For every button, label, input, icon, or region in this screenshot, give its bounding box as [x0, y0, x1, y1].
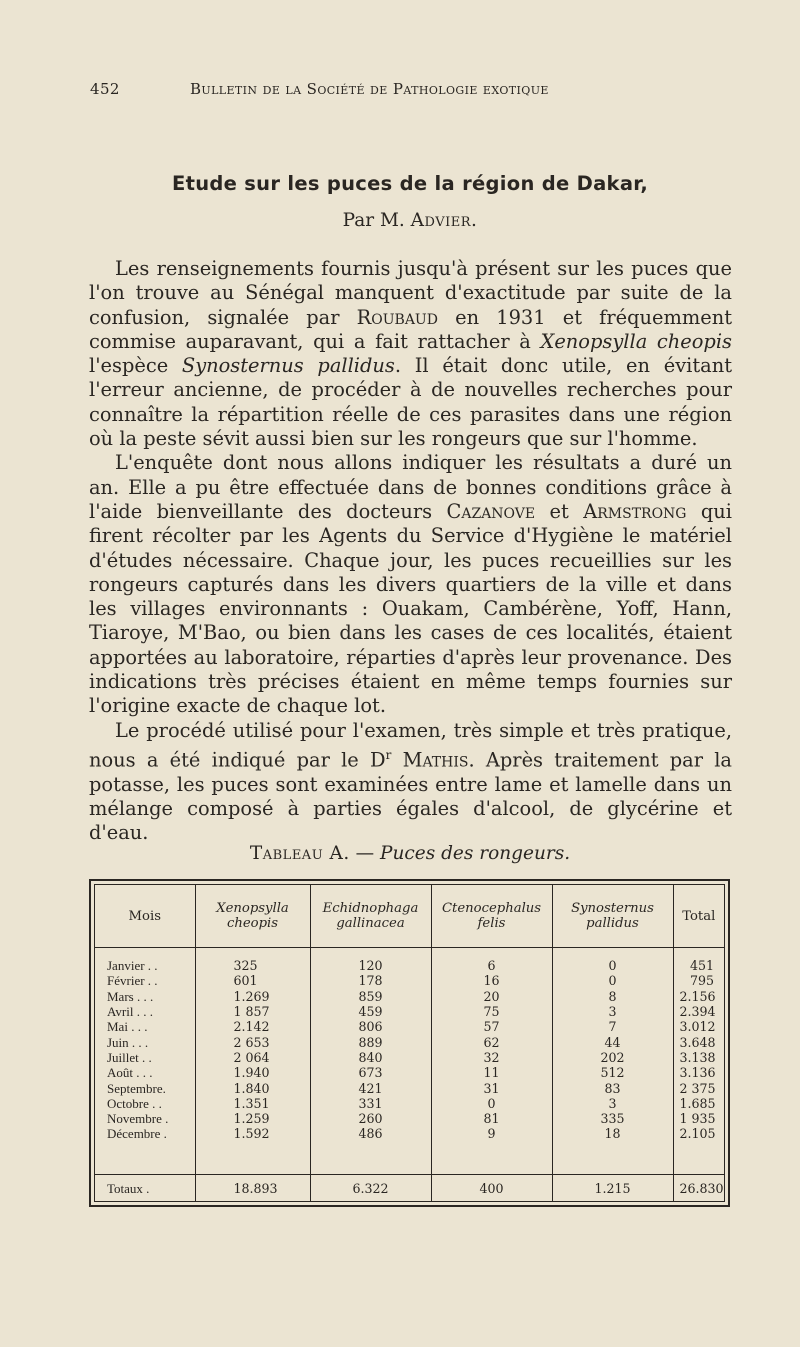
- cell-ctenocephalus: 11: [431, 1065, 552, 1080]
- cell-xenopsylla: 18.893: [195, 1175, 310, 1202]
- table-row: [95, 1080, 724, 1095]
- cell-total: 2.156: [679, 988, 716, 1004]
- header-echidnophaga-genus: Echidnophaga: [322, 901, 419, 916]
- cell-synosternus: 0: [552, 958, 673, 973]
- journal-title: Bulletin de la Société de Pathologie exotique: [190, 80, 549, 98]
- cell-ctenocephalus: 62: [431, 1034, 552, 1049]
- header-ctenocephalus-genus: Ctenocephalus: [441, 901, 542, 916]
- header-synosternus-species: pallidus: [586, 916, 639, 931]
- text-run: [391, 748, 402, 771]
- cell-echidnophaga: 840: [310, 1050, 431, 1065]
- cell-ctenocephalus: 400: [431, 1175, 552, 1202]
- header-xenopsylla: [195, 885, 310, 948]
- cell-total: 2.394: [679, 1004, 716, 1020]
- author-name: Advier.: [410, 210, 478, 231]
- fill-cell: [552, 1142, 673, 1175]
- cell-echidnophaga: 486: [310, 1126, 431, 1141]
- cell-total: 3.136: [679, 1065, 716, 1081]
- species-name: Xenopsylla cheopis: [540, 329, 732, 353]
- byline-prefix: Par M.: [342, 210, 405, 231]
- cell-month: Avril . . .: [95, 1004, 195, 1019]
- person-name: Roubaud: [356, 305, 438, 329]
- cell-total: 795: [689, 973, 714, 989]
- cell-month: Juin . . .: [95, 1034, 195, 1049]
- header-ctenocephalus: [431, 885, 552, 948]
- cell-synosternus: 83: [552, 1080, 673, 1095]
- cell-total: 3.012: [679, 1019, 716, 1035]
- cell-ctenocephalus: 20: [431, 989, 552, 1004]
- cell-xenopsylla: 1.259: [195, 1111, 310, 1126]
- cell-synosternus: 202: [552, 1050, 673, 1065]
- table-caption: [90, 843, 730, 864]
- cell-echidnophaga: 673: [310, 1065, 431, 1080]
- table-row: [95, 973, 724, 988]
- header-ctenocephalus-species: felis: [477, 916, 506, 931]
- cell-xenopsylla: 2 653: [195, 1034, 310, 1049]
- cell-month: Novembre .: [95, 1111, 195, 1126]
- cell-synosternus: 0: [552, 973, 673, 988]
- cell-synosternus: 3: [552, 1096, 673, 1111]
- header-xenopsylla-species: cheopis: [226, 916, 279, 931]
- cell-xenopsylla: 1.269: [195, 989, 310, 1004]
- cell-ctenocephalus: 81: [431, 1111, 552, 1126]
- header-echidnophaga: [310, 885, 431, 948]
- cell-xenopsylla: 325: [195, 958, 310, 973]
- cell-month: Mai . . .: [95, 1019, 195, 1034]
- fill-cell: [431, 1142, 552, 1175]
- text-run: l'espèce: [89, 354, 182, 378]
- fill-cell: [310, 1142, 431, 1175]
- cell-synosternus: 3: [552, 1004, 673, 1019]
- cell-total: 3.648: [679, 1034, 716, 1050]
- running-head: [90, 80, 730, 106]
- cell-synosternus: 8: [552, 989, 673, 1004]
- table-row: [95, 1065, 724, 1080]
- cell-total: 1.685: [679, 1095, 716, 1111]
- text-run: L'enquête dont nous allons indiquer les résultats a duré un an. Elle a pu être effectuée dans de bonnes conditions grâce à l'aide bienveillante des docteurs: [89, 451, 732, 523]
- cell-ctenocephalus: 6: [431, 958, 552, 973]
- cell-xenopsylla: 601: [195, 973, 310, 988]
- fill-cell: [95, 1142, 195, 1175]
- cell-month: Totaux .: [95, 1175, 195, 1202]
- person-name: Mathis: [402, 748, 469, 772]
- spacer-cell: [552, 948, 673, 959]
- header-echidnophaga-species: gallinacea: [336, 916, 405, 931]
- table-row: [95, 1034, 724, 1049]
- header-mois: Mois: [95, 885, 195, 948]
- paragraph: [89, 257, 732, 451]
- cell-month: Octobre . .: [95, 1096, 195, 1111]
- text-run: en 1931 et fréquemment commise auparavant, qui a fait rattacher à: [89, 305, 733, 353]
- table-caption-dash: —: [349, 843, 381, 864]
- table-fill-row: [95, 1142, 724, 1175]
- text-run: . Après traitement par la potasse, les puces sont examinées entre lame et lamelle dans un mélange composé à parties égales d'alcool, de glycérine et d'eau.: [89, 748, 732, 845]
- cell-synosternus: 335: [552, 1111, 673, 1126]
- fill-cell: [673, 1142, 724, 1175]
- flea-data-table: [95, 885, 724, 1201]
- cell-ctenocephalus: 31: [431, 1080, 552, 1095]
- cell-xenopsylla: 1.940: [195, 1065, 310, 1080]
- cell-synosternus: 18: [552, 1126, 673, 1141]
- table-row: [95, 958, 724, 973]
- cell-month: Juillet . .: [95, 1050, 195, 1065]
- cell-total: 1 935: [679, 1111, 716, 1127]
- cell-echidnophaga: 120: [310, 958, 431, 973]
- article-body: [89, 257, 732, 846]
- cell-month: Février . .: [95, 973, 195, 988]
- cell-echidnophaga: 6.322: [310, 1175, 431, 1202]
- cell-total: 2.105: [679, 1126, 716, 1142]
- cell-ctenocephalus: 16: [431, 973, 552, 988]
- cell-echidnophaga: 421: [310, 1080, 431, 1095]
- person-name: Armstrong: [583, 499, 687, 523]
- cell-xenopsylla: 1.351: [195, 1096, 310, 1111]
- cell-xenopsylla: 1 857: [195, 1004, 310, 1019]
- cell-synosternus: 512: [552, 1065, 673, 1080]
- table-spacer-row: [95, 948, 724, 959]
- cell-ctenocephalus: 75: [431, 1004, 552, 1019]
- spacer-cell: [95, 948, 195, 959]
- table-body: [95, 948, 724, 1202]
- cell-month: Mars . . .: [95, 989, 195, 1004]
- text-run: et: [535, 499, 584, 523]
- data-table-inner-border: [94, 884, 725, 1202]
- data-table-frame: [89, 879, 730, 1207]
- cell-total: 3.138: [679, 1049, 716, 1065]
- cell-month: Août . . .: [95, 1065, 195, 1080]
- table-row: [95, 1126, 724, 1141]
- spacer-cell: [310, 948, 431, 959]
- header-xenopsylla-genus: Xenopsylla: [216, 901, 289, 916]
- cell-echidnophaga: 806: [310, 1019, 431, 1034]
- cell-echidnophaga: 889: [310, 1034, 431, 1049]
- table-row: [95, 989, 724, 1004]
- cell-echidnophaga: 859: [310, 989, 431, 1004]
- superscript: r: [385, 747, 392, 762]
- cell-total: 2 375: [679, 1080, 716, 1096]
- cell-xenopsylla: 2 064: [195, 1050, 310, 1065]
- cell-total: 26.830: [673, 1175, 724, 1202]
- cell-total: 451: [689, 958, 714, 974]
- table-totals-row: [95, 1175, 724, 1202]
- table-row: [95, 1050, 724, 1065]
- table-row: [95, 1111, 724, 1126]
- text-run: . Il était donc utile, en évitant l'erreur ancienne, de procéder à de nouvelles recherches pour connaître la répartition réelle de ces parasites dans une région où la peste sévit aussi bien sur les rongeurs que sur l'homme.: [89, 354, 732, 451]
- paragraph: [89, 451, 732, 718]
- table-row: [95, 1004, 724, 1019]
- cell-synosternus: 44: [552, 1034, 673, 1049]
- page-number: 452: [90, 80, 120, 98]
- cell-ctenocephalus: 9: [431, 1126, 552, 1141]
- table-row: [95, 1096, 724, 1111]
- person-name: Cazanove: [446, 499, 536, 523]
- header-synosternus: [552, 885, 673, 948]
- table-row: [95, 1019, 724, 1034]
- cell-synosternus: 1.215: [552, 1175, 673, 1202]
- table-caption-title: Puces des rongeurs.: [380, 843, 571, 864]
- spacer-cell: [673, 948, 724, 959]
- table-caption-lead: Tableau A.: [249, 843, 350, 864]
- header-synosternus-genus: Synosternus: [571, 901, 654, 916]
- cell-echidnophaga: 331: [310, 1096, 431, 1111]
- article-byline: [90, 210, 730, 231]
- article-title: Etude sur les puces de la région de Dakar,: [171, 172, 649, 195]
- cell-month: Décembre .: [95, 1126, 195, 1141]
- cell-xenopsylla: 2.142: [195, 1019, 310, 1034]
- text-run: Le procédé utilisé pour l'examen, très simple et très pratique, nous a été indiqué par le D: [89, 718, 732, 772]
- cell-xenopsylla: 1.840: [195, 1080, 310, 1095]
- cell-ctenocephalus: 0: [431, 1096, 552, 1111]
- text-run: Les renseignements fournis jusqu'à présent sur les puces que l'on trouve au Sénégal manquent d'exactitude par suite de la confusion, signalée par: [89, 257, 732, 329]
- cell-month: Septembre.: [95, 1080, 195, 1095]
- cell-month: Janvier . .: [95, 958, 195, 973]
- text-run: qui firent récolter par les Agents du Service d'Hygiène le matériel d'études nécessaire. Chaque jour, les puces recueillies sur les rongeurs capturés dans les divers quartiers de la ville et dans les villages environnants : Ouakam, Cambérène, Yoff, Hann, Tiaroye, M'Bao, ou bien dans les cases de ces localités, étaient apportées au laboratoire, réparties d'après leur provenance. Des indications très précises étaient en même temps fournies sur l'origine exacte de chaque lot.: [89, 499, 732, 718]
- cell-xenopsylla: 1.592: [195, 1126, 310, 1141]
- spacer-cell: [195, 948, 310, 959]
- species-name: Synosternus pallidus: [181, 354, 395, 378]
- fill-cell: [195, 1142, 310, 1175]
- cell-ctenocephalus: 57: [431, 1019, 552, 1034]
- cell-ctenocephalus: 32: [431, 1050, 552, 1065]
- header-total: Total: [673, 885, 724, 948]
- paragraph: [89, 719, 732, 846]
- spacer-cell: [431, 948, 552, 959]
- cell-echidnophaga: 178: [310, 973, 431, 988]
- cell-synosternus: 7: [552, 1019, 673, 1034]
- cell-echidnophaga: 459: [310, 1004, 431, 1019]
- cell-echidnophaga: 260: [310, 1111, 431, 1126]
